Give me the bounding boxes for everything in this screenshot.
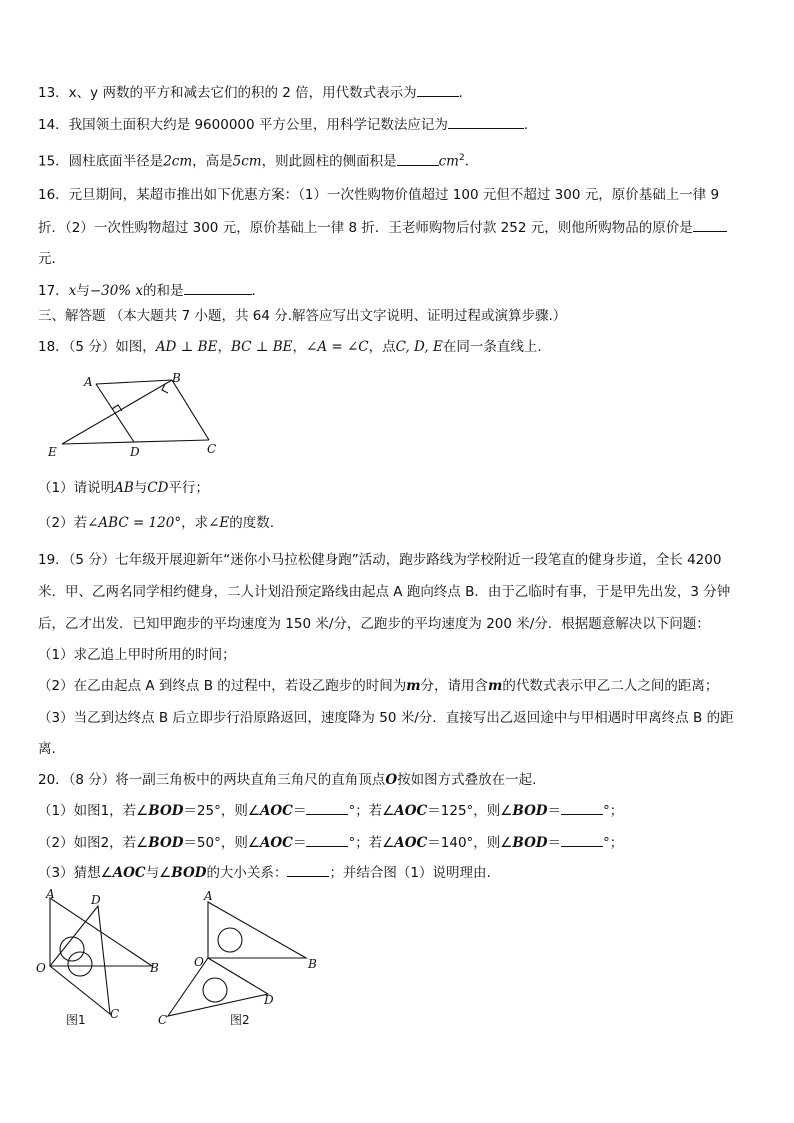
q20-fig1-caption: 图1 [66, 1013, 86, 1027]
q15-text: 15．圆柱底面半径是 [38, 153, 164, 170]
q20-sub3-bod: BOD [171, 865, 207, 881]
q19-sub2-m2: m [488, 678, 503, 694]
q18-segment-eb [62, 380, 172, 444]
q20-fig2-shapes [168, 902, 306, 1016]
q18-sep-3: ，点 [368, 339, 396, 355]
q20-sub2-text-e: ＝140°，则∠ [427, 835, 513, 851]
q20-fig1-label-c: C [110, 1007, 120, 1021]
q19-sub2-text: （2）在乙由起点 A 到终点 B 的过程中，若设乙跑步的时间为 [38, 678, 407, 694]
q13-text: 13．x、y 两数的平方和减去它们的积的 2 倍，用代数式表示为 [38, 85, 417, 101]
q18-sub1-text: （1）请说明 [38, 480, 115, 496]
q17-period: ． [251, 283, 266, 299]
q18-cond-3: ∠A = ∠C [306, 339, 369, 355]
q15-height: 5cm [232, 153, 262, 170]
q19-sub2-text-b: 分，请用含 [420, 678, 489, 694]
q18-segment-ab [96, 380, 172, 384]
section-3-heading: 三、解答题 （本大题共 7 小题，共 64 分.解答应写出文字说明、证明过程或演算步骤.） [38, 308, 567, 324]
q15-answer-blank[interactable] [397, 151, 439, 166]
q20-fig2-caption: 图2 [230, 1013, 250, 1027]
q20-sub3-text-c: 的大小关系： [206, 865, 288, 881]
q20-fig2-label-a: A [204, 889, 213, 903]
question-19-line-2: 米．甲、乙两名同学相约健身，二人计划沿预定路线由起点 A 跑向终点 B．由于乙临时有事，于是甲先出发，3 分钟 [38, 584, 731, 600]
q20-sub3-blank[interactable] [287, 862, 329, 877]
q18-sub1-text-c: 平行； [168, 480, 209, 496]
q20-sub2-blank-1[interactable] [306, 832, 348, 847]
q20-sub2-bod: BOD [148, 835, 184, 851]
q20-sub2-text-d: °；若∠ [348, 835, 395, 851]
q15-text-c: ，则此圆柱的侧面积是 [261, 153, 397, 170]
q20-sub1-blank-1[interactable] [306, 800, 348, 815]
q18-text: 18．（5 分）如图， [38, 339, 156, 355]
q20-subquestion-3 [38, 862, 491, 883]
question-16-line-3: 元． [38, 251, 65, 267]
question-20 [38, 770, 536, 790]
question-17 [38, 280, 265, 301]
q13-period: ． [458, 85, 473, 101]
question-15 [38, 148, 478, 172]
q20-fig1-label-b: B [150, 961, 159, 975]
q20-sub3-text-b: 与∠ [145, 865, 172, 881]
q18-label-b: B [172, 371, 181, 385]
q20-sub2-text-a: （2）如图2，若∠ [38, 835, 149, 851]
q18-sub2-text-c: 的度数. [229, 515, 275, 531]
q20-sub1-text-b: ＝25°，则∠ [183, 803, 260, 819]
q20-fig2-label-d: D [264, 993, 274, 1007]
q18-sub2-text: （2）若 [38, 515, 88, 531]
q18-sub1-cd: CD [147, 480, 169, 496]
q17-text-b: 与 [76, 283, 90, 299]
q20-sub2-bod-2: BOD [512, 835, 548, 851]
q20-fig2-circle-1 [218, 928, 242, 952]
q15-unit-exponent: 2 [458, 153, 465, 163]
q20-fig2-label-c: C [158, 1013, 168, 1027]
question-13 [38, 82, 472, 103]
q20-sub1-text-f: ＝ [547, 803, 562, 819]
question-19-line-1: 19．（5 分）七年级开展迎新年“迷你小马拉松健身跑”活动，跑步路线为学校附近一段笔直的健身步道，全长 4200 [38, 552, 722, 568]
q18-sub1-text-b: 与 [133, 480, 148, 496]
q20-sub1-blank-2[interactable] [561, 800, 603, 815]
q20-sub1-aoc-2: AOC [394, 803, 428, 819]
q15-unit: cm [438, 153, 459, 170]
q20-sub1-text-g: °； [603, 803, 624, 819]
q20-fig1-label-o: O [36, 961, 46, 975]
q18-text-b: 在同一条直线上. [442, 339, 542, 355]
q20-sub2-aoc: AOC [259, 835, 293, 851]
question-19-line-3: 后，乙才出发．已知甲跑步的平均速度为 150 米/分，乙跑步的平均速度为 200 米/分．根据题意解决以下问题： [38, 616, 710, 632]
q20-sub1-aoc: AOC [259, 803, 293, 819]
q18-segment-bc [172, 380, 209, 440]
q18-sub2-text-b: ，求 [181, 515, 209, 531]
q20-sub1-text-e: ＝125°，则∠ [427, 803, 513, 819]
q20-sub2-text-c: ＝ [292, 835, 307, 851]
q20-fig2-label-o: O [194, 955, 204, 969]
q18-sub2-angle: ∠ABC = 120° [87, 515, 182, 531]
q19-sub2-text-c: 的代数式表示甲乙二人之间的距离； [502, 678, 719, 694]
q18-sub2-angle-e: ∠E [208, 515, 230, 531]
q19-subquestion-3-line-2: 离. [38, 741, 56, 757]
q15-period: ． [464, 153, 479, 170]
q20-text: 20．（8 分）将一副三角板中的两块直角三角尺的直角顶点 [38, 772, 386, 788]
q20-sub3-aoc: AOC [112, 865, 146, 881]
q15-text-b: ，高是 [192, 153, 233, 170]
q20-fig2-triangle-cod [168, 958, 268, 1016]
q20-sub2-text-f: ＝ [547, 835, 562, 851]
question-16-line-2 [38, 217, 727, 238]
q17-number: 17． [38, 283, 69, 299]
q18-points: C, D, E [395, 339, 443, 355]
q18-label-a: A [84, 375, 93, 389]
q20-sub1-text-c: ＝ [292, 803, 307, 819]
q18-figure [44, 368, 224, 464]
q14-answer-blank[interactable] [448, 114, 524, 129]
q18-cond-1: AD ⊥ BE [155, 339, 218, 355]
q20-sub3-text-d: ；并结合图（1）说明理由. [329, 865, 491, 881]
q17-expression: −30% x [89, 283, 144, 299]
q19-subquestion-3-line-1: （3）当乙到达终点 B 后立即步行沿原路返回，速度降为 50 米/分．直接写出乙返回途中与甲相遇时甲离终点 B 的距 [38, 710, 734, 726]
q20-point-o: O [385, 772, 398, 788]
q18-label-d: D [130, 445, 140, 459]
q14-text: 14．我国领土面积大约是 9600000 平方公里，用科学记数法应记为 [38, 117, 448, 133]
q20-sub3-text-a: （3）猜想∠ [38, 865, 113, 881]
q20-fig2-label-b: B [308, 957, 317, 971]
q18-subquestion-2 [38, 513, 274, 533]
q20-sub1-bod-2: BOD [512, 803, 548, 819]
q18-sep-1: ， [217, 339, 231, 355]
q20-subquestion-2 [38, 832, 623, 853]
q20-text-b: 按如图方式叠放在一起. [397, 772, 537, 788]
question-14 [38, 114, 537, 135]
q20-sub1-bod: BOD [148, 803, 184, 819]
q20-fig1-label-a: A [46, 888, 55, 901]
q17-answer-blank[interactable] [184, 280, 252, 295]
q19-subquestion-2 [38, 676, 718, 696]
q20-fig1-circle-2 [68, 952, 92, 976]
q18-sub1-ab: AB [114, 480, 134, 496]
q19-subquestion-1: （1）求乙追上甲时所用的时间； [38, 647, 236, 663]
q20-fig2-circle-2 [203, 978, 227, 1002]
q20-fig1-shapes [50, 898, 152, 1014]
q20-sub2-blank-2[interactable] [561, 832, 603, 847]
q20-figures [30, 888, 330, 1030]
question-18 [38, 337, 542, 357]
q18-segment-ec [62, 440, 209, 444]
q20-subquestion-1 [38, 800, 623, 821]
q18-sep-2: ， [292, 339, 307, 355]
q18-subquestion-1 [38, 478, 209, 498]
q20-fig1-label-d: D [91, 893, 101, 907]
question-16-line-1: 16．元旦期间，某超市推出如下优惠方案：（1）一次性购物价值超过 100 元但不超过 300 元，原价基础上一律 9 [38, 187, 720, 203]
q17-x: x [68, 283, 77, 299]
q20-fig1-triangle-doc [50, 906, 110, 1014]
q14-period: ． [523, 117, 538, 133]
q20-sub1-text-a: （1）如图1，若∠ [38, 803, 149, 819]
q16-answer-blank[interactable] [693, 217, 727, 232]
q19-sub2-m: m [406, 678, 421, 694]
q20-sub1-text-d: °；若∠ [348, 803, 395, 819]
q20-sub2-text-b: ＝50°，则∠ [183, 835, 260, 851]
q20-sub2-aoc-2: AOC [394, 835, 428, 851]
q20-sub2-text-g: °； [603, 835, 624, 851]
q15-radius: 2cm [163, 153, 193, 170]
q17-text-c: 的和是 [143, 283, 184, 299]
q13-answer-blank[interactable] [417, 82, 459, 97]
q18-cond-2: BC ⊥ BE [230, 339, 293, 355]
q18-label-e: E [48, 445, 57, 459]
q18-label-c: C [207, 442, 217, 456]
q16-text: 折．（2）一次性购物超过 300 元，原价基础上一律 8 折．王老师购物后付款 252 元，则他所购物品的原价是 [38, 220, 693, 236]
